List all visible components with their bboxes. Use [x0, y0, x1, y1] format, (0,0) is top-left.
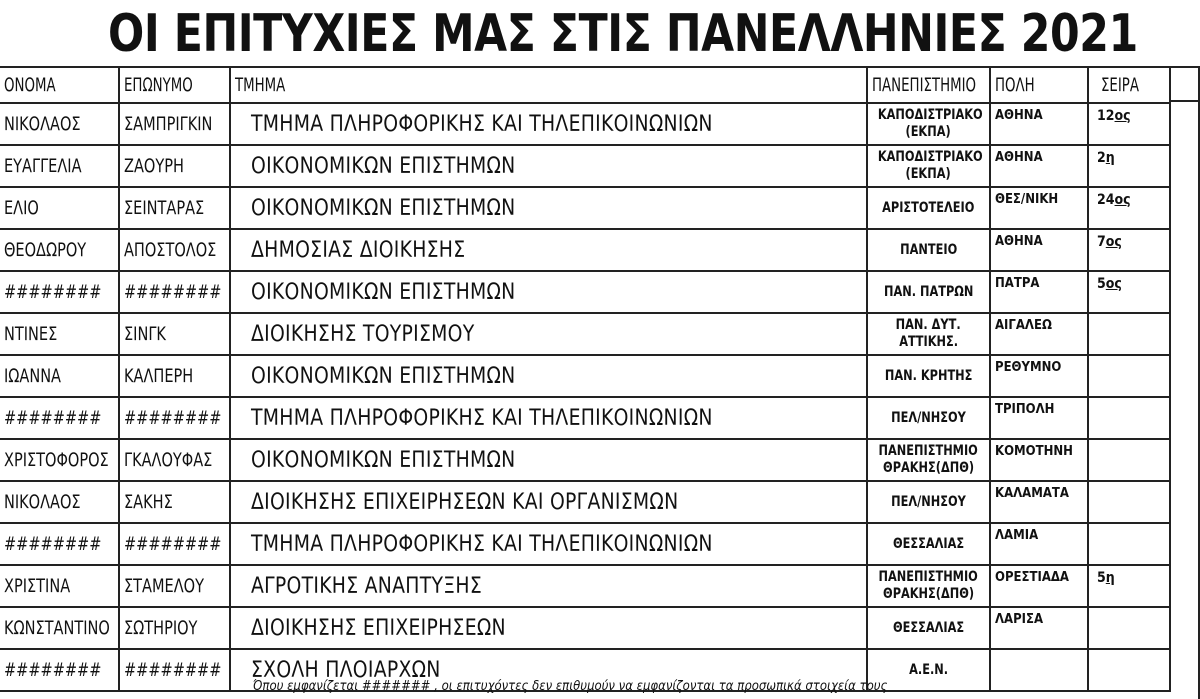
university-line1: ΠΑΝ. ΚΡΗΤΗΣ: [884, 367, 973, 384]
city: ΤΡΙΠΟΛΗ: [990, 397, 1088, 439]
university: [867, 229, 990, 271]
rank-suffix: ος: [1105, 276, 1122, 292]
university-line1: ΠΕΛ/ΝΗΣΟΥ: [891, 493, 966, 510]
university: [867, 565, 990, 607]
student-name: ΕΛΙΟ: [0, 187, 119, 229]
student-name: ΕΥΑΓΓΕΛΙΑ: [0, 145, 119, 187]
university: [867, 313, 990, 355]
university-line1: ΚΑΠΟΔΙΣΤΡΙΑΚΟ: [877, 149, 983, 165]
university-line1: Α.Ε.Ν.: [909, 661, 948, 678]
university-line1: ΠΑΝΤΕΙΟ: [899, 241, 958, 258]
student-surname: ########: [119, 649, 230, 691]
header-department: ΤΜΗΜΑ: [230, 67, 867, 103]
rank-suffix: η: [1105, 150, 1115, 166]
university-line1: ΘΕΣΣΑΛΙΑΣ: [892, 619, 965, 636]
student-surname: ΣΙΝΓΚ: [119, 313, 230, 355]
table-row: [0, 271, 1170, 313]
department: ΟΙΚΟΝΟΜΙΚΩΝ ΕΠΙΣΤΗΜΩΝ: [230, 271, 867, 313]
table-row: [0, 187, 1170, 229]
university: [867, 271, 990, 313]
results-table: [0, 66, 1171, 692]
rank: [1088, 397, 1170, 439]
rank-number: 12: [1097, 108, 1115, 124]
rank-suffix: ος: [1105, 234, 1122, 250]
rank: [1088, 145, 1170, 187]
student-name: ########: [0, 523, 119, 565]
student-surname: ΣΑΚΗΣ: [119, 481, 230, 523]
student-surname: ########: [119, 271, 230, 313]
department: ΟΙΚΟΝΟΜΙΚΩΝ ΕΠΙΣΤΗΜΩΝ: [230, 355, 867, 397]
header-surname: ΕΠΩΝΥΜΟ: [119, 67, 230, 103]
department: ΔΙΟΙΚΗΣΗΣ ΕΠΙΧΕΙΡΗΣΕΩΝ ΚΑΙ ΟΡΓΑΝΙΣΜΩΝ: [230, 481, 867, 523]
rank: [1088, 481, 1170, 523]
city: ΡΕΘΥΜΝΟ: [990, 355, 1088, 397]
student-surname: ########: [119, 397, 230, 439]
department: ΔΙΟΙΚΗΣΗΣ ΕΠΙΧΕΙΡΗΣΕΩΝ: [230, 607, 867, 649]
university-line2: ΑΤΤΙΚΗΣ.: [899, 334, 958, 350]
city: ΠΑΤΡΑ: [990, 271, 1088, 313]
university-line1: ΠΑΝΕΠΙΣΤΗΜΙΟ: [878, 443, 979, 459]
university: [867, 481, 990, 523]
department: ΔΙΟΙΚΗΣΗΣ ΤΟΥΡΙΣΜΟΥ: [230, 313, 867, 355]
rank: [1088, 565, 1170, 607]
department: ΟΙΚΟΝΟΜΙΚΩΝ ΕΠΙΣΤΗΜΩΝ: [230, 439, 867, 481]
university-line1: ΠΑΝΕΠΙΣΤΗΜΙΟ: [878, 569, 979, 585]
city: ΚΑΛΑΜΑΤΑ: [990, 481, 1088, 523]
university-line2: (ΕΚΠΑ): [905, 124, 952, 140]
rank-number: 5: [1097, 276, 1106, 292]
student-surname: ΣΕΙΝΤΑΡΑΣ: [119, 187, 230, 229]
rank: [1088, 439, 1170, 481]
university-line1: ΚΑΠΟΔΙΣΤΡΙΑΚΟ: [877, 107, 983, 123]
department: ΔΗΜΟΣΙΑΣ ΔΙΟΙΚΗΣΗΣ: [230, 229, 867, 271]
student-surname: ΓΚΑΛΟΥΦΑΣ: [119, 439, 230, 481]
table-row: [0, 481, 1170, 523]
city: ΚΟΜΟΤΗΝΗ: [990, 439, 1088, 481]
table-row: [0, 313, 1170, 355]
table-row: [0, 229, 1170, 271]
table-row: [0, 607, 1170, 649]
student-name: ########: [0, 271, 119, 313]
student-name: ΘΕΟΔΩΡΟΥ: [0, 229, 119, 271]
student-name: ΙΩΑΝΝΑ: [0, 355, 119, 397]
table-row: [0, 145, 1170, 187]
student-name: ΝΙΚΟΛΑΟΣ: [0, 481, 119, 523]
rank: [1088, 607, 1170, 649]
university-line1: ΘΕΣΣΑΛΙΑΣ: [892, 535, 965, 552]
university-line1: ΠΑΝ. ΠΑΤΡΩΝ: [883, 283, 974, 300]
city: ΘΕΣ/ΝΙΚΗ: [990, 187, 1088, 229]
header-rank: ΣΕΙΡΑ: [1088, 67, 1170, 103]
student-surname: ΣΩΤΗΡΙΟΥ: [119, 607, 230, 649]
department: ΣΧΟΛΗ ΠΛΟΙΑΡΧΩΝ: [230, 649, 867, 691]
table-row: [0, 565, 1170, 607]
rank-number: 2: [1097, 150, 1106, 166]
university-line1: ΠΑΝ. ΔΥΤ.: [895, 317, 962, 333]
student-name: ΝΤΙΝΕΣ: [0, 313, 119, 355]
student-surname: ΣΑΜΠΡΙΓΚΙΝ: [119, 103, 230, 145]
header-name: ΟΝΟΜΑ: [0, 67, 119, 103]
table-row: [0, 103, 1170, 145]
city: ΑΘΗΝΑ: [990, 229, 1088, 271]
table-row: [0, 523, 1170, 565]
rank: [1088, 271, 1170, 313]
university: [867, 523, 990, 565]
city: ΑΘΗΝΑ: [990, 103, 1088, 145]
rank: [1088, 523, 1170, 565]
city: ΑΙΓΑΛΕΩ: [990, 313, 1088, 355]
city: ΟΡΕΣΤΙΑΔΑ: [990, 565, 1088, 607]
student-surname: ΚΑΛΠΕΡΗ: [119, 355, 230, 397]
university: [867, 439, 990, 481]
university-line2: (ΕΚΠΑ): [905, 166, 952, 182]
rank-number: 5: [1097, 570, 1106, 586]
student-name: ΧΡΙΣΤΙΝΑ: [0, 565, 119, 607]
rank: [1088, 103, 1170, 145]
table-header-row: [0, 67, 1170, 103]
student-name: ΧΡΙΣΤΟΦΟΡΟΣ: [0, 439, 119, 481]
city: ΑΘΗΝΑ: [990, 145, 1088, 187]
university-line1: ΠΕΛ/ΝΗΣΟΥ: [891, 409, 966, 426]
rank: [1088, 229, 1170, 271]
student-name: ΝΙΚΟΛΑΟΣ: [0, 103, 119, 145]
rank: [1088, 187, 1170, 229]
header-university: ΠΑΝΕΠΙΣΤΗΜΙΟ: [867, 67, 990, 103]
department: ΟΙΚΟΝΟΜΙΚΩΝ ΕΠΙΣΤΗΜΩΝ: [230, 187, 867, 229]
student-surname: ΖΑΟΥΡΗ: [119, 145, 230, 187]
student-name: ########: [0, 649, 119, 691]
university-line2: ΘΡΑΚΗΣ(ΔΠΘ): [882, 586, 974, 602]
department: ΤΜΗΜΑ ΠΛΗΡΟΦΟΡΙΚΗΣ ΚΑΙ ΤΗΛΕΠΙΚΟΙΝΩΝΙΩΝ: [230, 397, 867, 439]
footnote: Όπου εμφανίζεται ####### , οι επιτυχόντες δεν επιθυμούν να εμφανίζονται τα προσωπικά στοιχεία τους: [252, 679, 888, 694]
header-rule-extension: [1169, 100, 1200, 102]
university: [867, 103, 990, 145]
department: ΟΙΚΟΝΟΜΙΚΩΝ ΕΠΙΣΤΗΜΩΝ: [230, 145, 867, 187]
table-row: [0, 397, 1170, 439]
table-row: [0, 439, 1170, 481]
department: ΤΜΗΜΑ ΠΛΗΡΟΦΟΡΙΚΗΣ ΚΑΙ ΤΗΛΕΠΙΚΟΙΝΩΝΙΩΝ: [230, 523, 867, 565]
student-surname: ΣΤΑΜΕΛΟΥ: [119, 565, 230, 607]
department: ΑΓΡΟΤΙΚΗΣ ΑΝΑΠΤΥΞΗΣ: [230, 565, 867, 607]
rank-number: 24: [1097, 192, 1115, 208]
university: [867, 607, 990, 649]
student-name: ########: [0, 397, 119, 439]
university-line2: ΘΡΑΚΗΣ(ΔΠΘ): [882, 460, 974, 476]
department: ΤΜΗΜΑ ΠΛΗΡΟΦΟΡΙΚΗΣ ΚΑΙ ΤΗΛΕΠΙΚΟΙΝΩΝΙΩΝ: [230, 103, 867, 145]
city: ΛΑΜΙΑ: [990, 523, 1088, 565]
university: [867, 397, 990, 439]
rank-suffix: ος: [1114, 108, 1131, 124]
university: [867, 355, 990, 397]
university: [867, 187, 990, 229]
student-name: ΚΩΝΣΤΑΝΤΙΝΟ: [0, 607, 119, 649]
table-row: [0, 355, 1170, 397]
university: [867, 145, 990, 187]
rank-suffix: ος: [1114, 192, 1131, 208]
student-surname: ########: [119, 523, 230, 565]
rank: [1088, 355, 1170, 397]
header-city: ΠΟΛΗ: [990, 67, 1088, 103]
rank-number: 7: [1097, 234, 1106, 250]
student-surname: ΑΠΟΣΤΟΛΟΣ: [119, 229, 230, 271]
page-title: ΟΙ ΕΠΙΤΥΧΙΕΣ ΜΑΣ ΣΤΙΣ ΠΑΝΕΛΛΗΝΙΕΣ 2021: [108, 4, 1138, 64]
rank: [1088, 313, 1170, 355]
university-line1: ΑΡΙΣΤΟΤΕΛΕΙΟ: [882, 199, 975, 216]
city: ΛΑΡΙΣΑ: [990, 607, 1088, 649]
rank-suffix: η: [1105, 570, 1115, 586]
